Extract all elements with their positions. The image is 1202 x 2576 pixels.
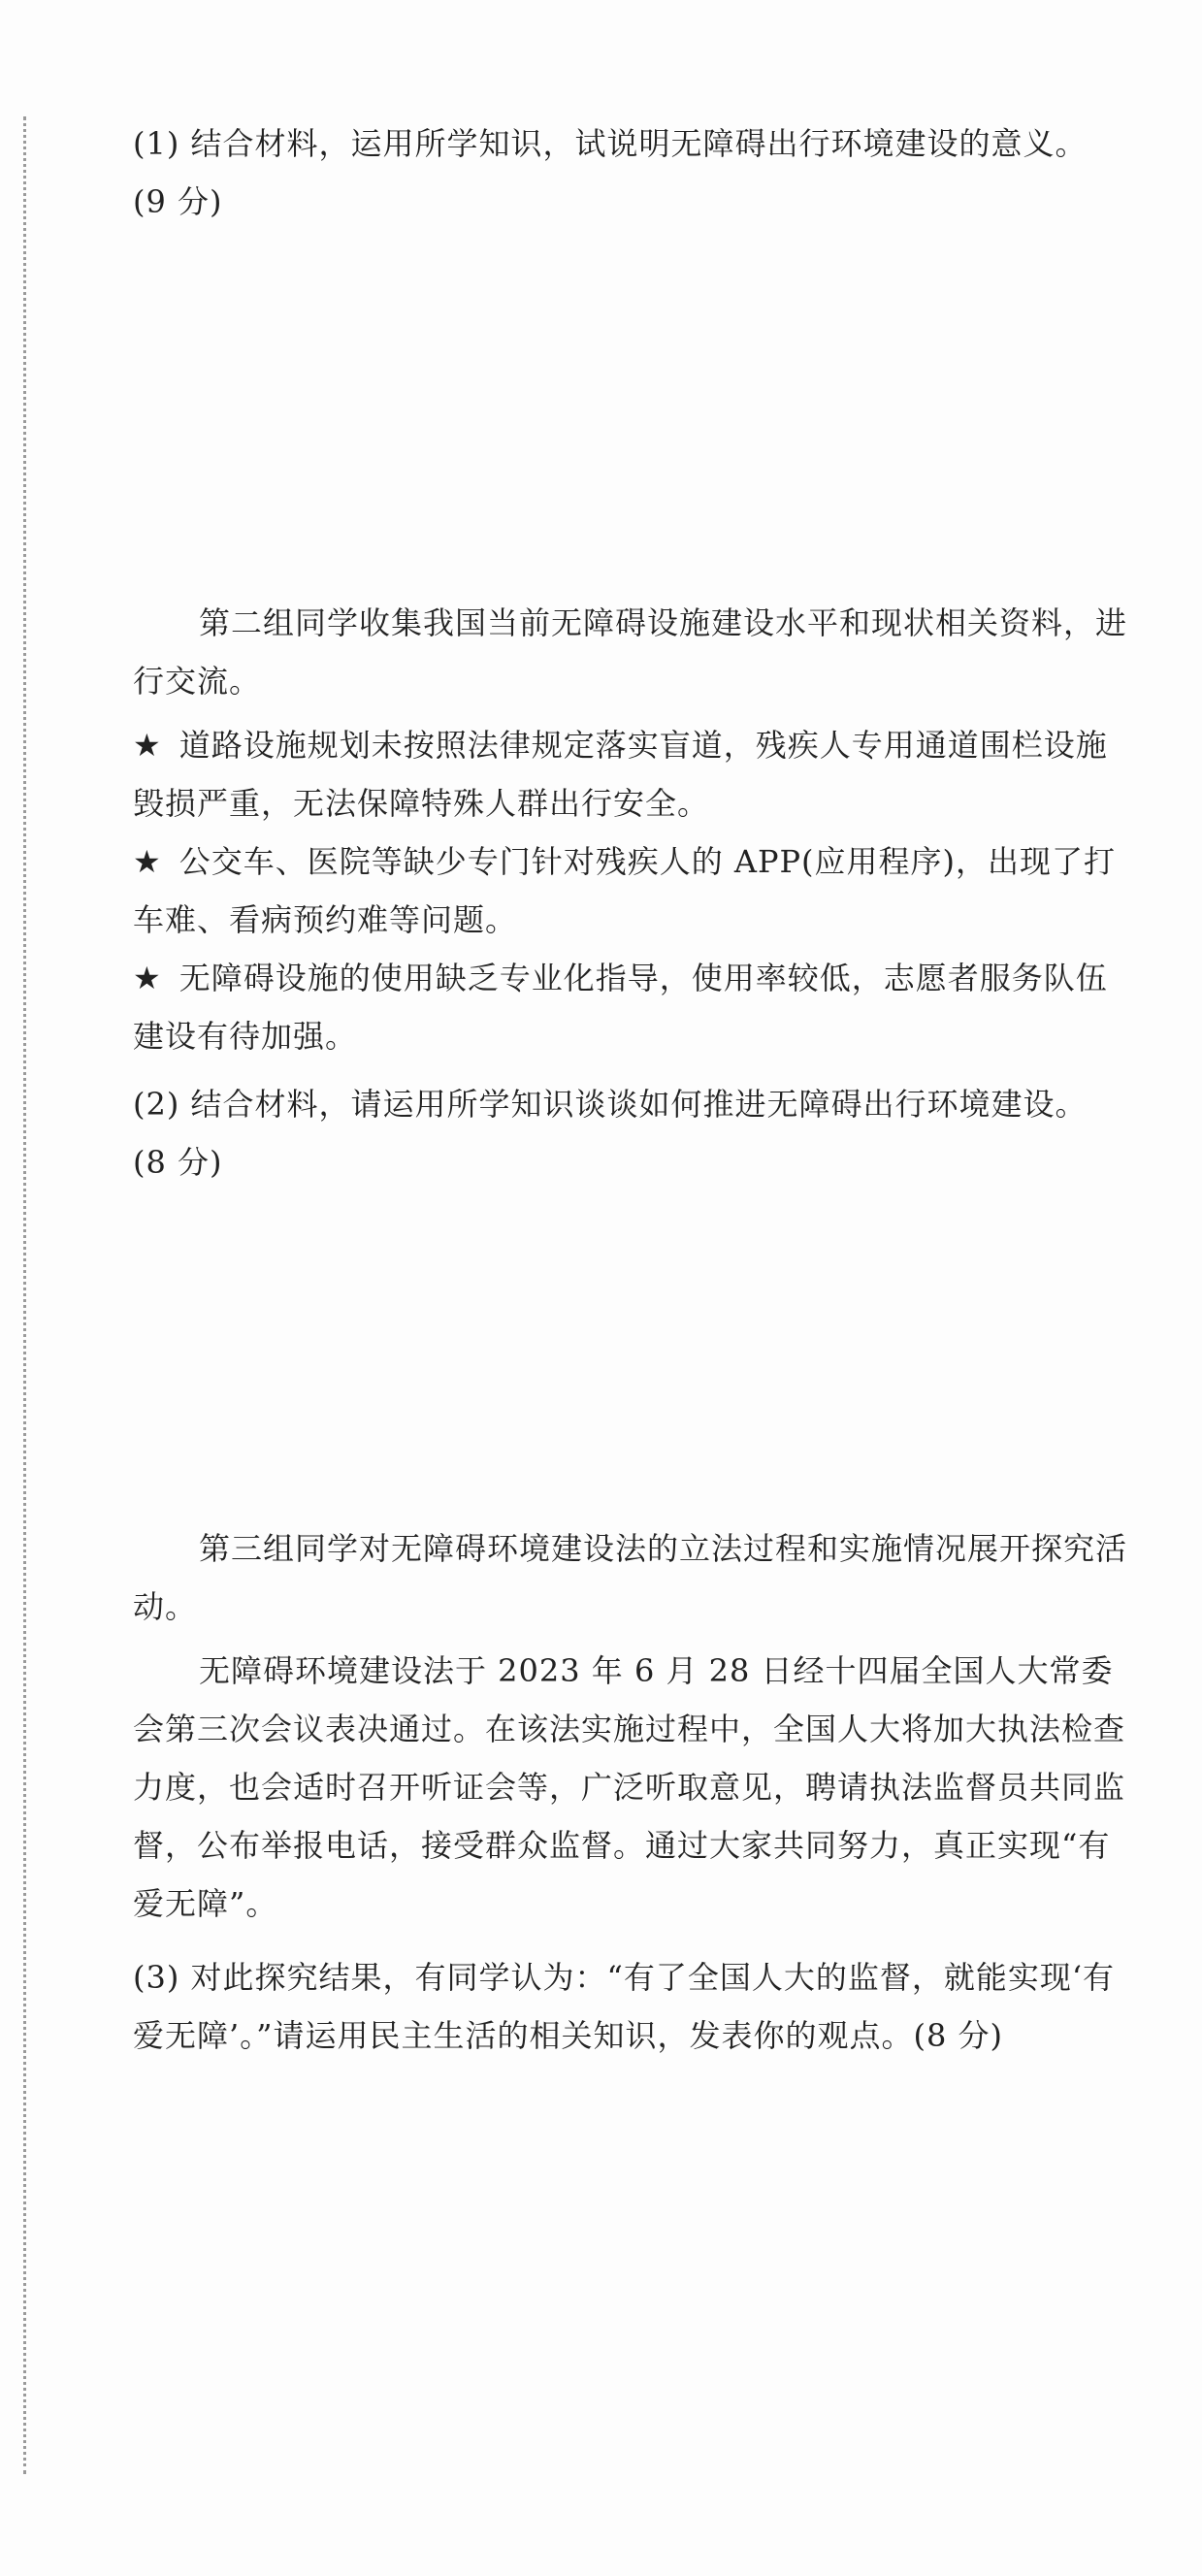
group-2-intro: 第二组同学收集我国当前无障碍设施建设水平和现状相关资料，进行交流。 bbox=[133, 604, 1128, 700]
list-item-text: 道路设施规划未按照法律规定落实盲道，残疾人专用通道围栏设施毁损严重，无法保障特殊人群出行安全。 bbox=[133, 727, 1108, 822]
list-item bbox=[133, 716, 1132, 832]
list-item bbox=[133, 832, 1132, 949]
binding-margin-line bbox=[23, 116, 26, 2474]
question-1-text: (1) 结合材料，运用所学知识，试说明无障碍出行环境建设的意义。 bbox=[133, 125, 1088, 162]
question-1 bbox=[133, 114, 1132, 231]
list-item-text: 无障碍设施的使用缺乏专业化指导，使用率较低，志愿者服务队伍建设有待加强。 bbox=[133, 960, 1108, 1055]
question-2-text: (2) 结合材料，请运用所学知识谈谈如何推进无障碍出行环境建设。 bbox=[133, 1086, 1088, 1123]
group-3-intro: 第三组同学对无障碍环境建设法的立法过程和实施情况展开探究活动。 bbox=[133, 1530, 1128, 1625]
group-2-list bbox=[133, 716, 1132, 1065]
question-2 bbox=[133, 1075, 1132, 1191]
list-item bbox=[133, 949, 1132, 1065]
star-icon: ★ bbox=[133, 843, 162, 880]
question-3: (3) 对此探究结果，有同学认为：“有了全国人大的监督，就能实现‘有爱无障’。”请运用民主生活的相关知识，发表你的观点。(8 分) bbox=[133, 1959, 1116, 2054]
question-1-score: (9 分) bbox=[133, 183, 223, 220]
question-2-score: (8 分) bbox=[133, 1144, 223, 1181]
star-icon: ★ bbox=[133, 727, 162, 764]
list-item-text: 公交车、医院等缺少专门针对残疾人的 APP(应用程序)，出现了打车难、看病预约难等问题。 bbox=[133, 843, 1117, 938]
star-icon: ★ bbox=[133, 960, 162, 996]
group-3-body: 无障碍环境建设法于 2023 年 6 月 28 日经十四届全国人大常委会第三次会议表决通过。在该法实施过程中，全国人大将加大执法检查力度，也会适时召开听证会等，广泛听取意见，聘请执法监督员共同监督，公布举报电话，接受群众监督。通过大家共同努力，真正实现“有爱无障”。 bbox=[133, 1652, 1126, 1922]
